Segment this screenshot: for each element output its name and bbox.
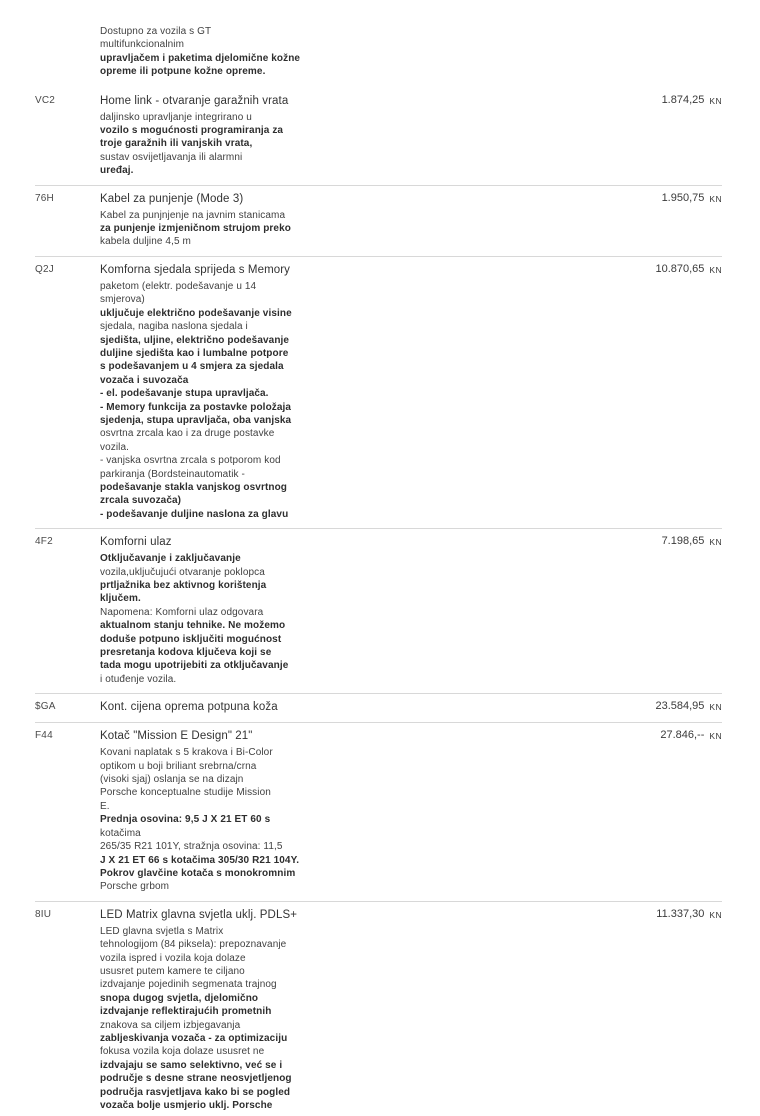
description-line: Kovani naplatak s 5 krakova i Bi-Color <box>100 747 273 759</box>
description-line: vozila ispred i vozila koja dolaze <box>100 952 246 964</box>
option-content <box>100 699 572 715</box>
description-line: J X 21 ET 66 s kotačima 305/30 R21 104Y. <box>100 854 300 866</box>
description-line: sjedišta, uljine, električno podešavanje <box>100 334 290 346</box>
option-code: 76H <box>35 192 54 204</box>
description-line: kabela duljine 4,5 m <box>100 236 191 248</box>
option-description <box>100 111 402 178</box>
description-line: izdvajaju se samo selektivno, već se i <box>100 1059 283 1071</box>
description-line: za punjenje izmjeničnom strujom preko <box>100 223 291 235</box>
option-content <box>100 534 572 686</box>
option-title: LED Matrix glavna svjetla uklj. PDLS+ <box>100 908 298 921</box>
option-description <box>100 209 402 249</box>
option-title: Home link - otvaranje garažnih vrata <box>100 94 289 107</box>
description-line: smjerova) <box>100 294 145 306</box>
options-list <box>35 88 722 1116</box>
description-line: paketom (elektr. podešavanje u 14 <box>100 280 257 292</box>
option-price <box>572 93 722 178</box>
description-line: sjedenja, stupa upravljača, oba vanjska <box>100 414 292 426</box>
description-line: kotačima <box>100 827 141 839</box>
option-code: VC2 <box>35 94 56 106</box>
option-row <box>35 693 722 722</box>
description-line: ususret putem kamere te ciljano <box>100 965 245 977</box>
option-content <box>100 93 572 178</box>
option-content <box>100 191 572 249</box>
option-price <box>572 907 722 1113</box>
description-line: - el. podešavanje stupa upravljača. <box>100 388 269 400</box>
description-line: parkiranja (Bordsteinautomatik - <box>100 468 245 480</box>
description-line: duljine sjedišta kao i lumbalne potpore <box>100 347 289 359</box>
description-line: Porsche grbom <box>100 881 170 893</box>
price-amount: 1.874,25 <box>661 93 705 106</box>
price-currency-label: KN <box>709 702 722 713</box>
option-row <box>35 185 722 256</box>
option-code: F44 <box>35 730 53 742</box>
description-line: zabljeskivanja vozača - za optimizaciju <box>100 1032 288 1044</box>
description-line: fokusa vozila koja dolaze ususret ne <box>100 1046 265 1058</box>
option-content <box>100 728 572 893</box>
description-line: vozača i suvozača <box>100 374 189 386</box>
price-currency-label: KN <box>709 264 722 275</box>
price-amount: 23.584,95 <box>655 700 705 713</box>
intro-line: multifunkcionalnim <box>100 39 185 51</box>
description-line: tada mogu upotrijebiti za otključavanje <box>100 660 289 672</box>
description-line: sustav osvijetljavanja ili alarmni <box>100 151 243 163</box>
description-line: vozila,uključujući otvaranje poklopca <box>100 566 265 578</box>
price-amount: 27.846,-- <box>660 729 705 742</box>
description-line: uređaj. <box>100 165 134 177</box>
option-title: Komforna sjedala sprijeda s Memory <box>100 263 291 276</box>
option-price <box>572 191 722 249</box>
price-amount: 10.870,65 <box>655 262 705 275</box>
description-line: - vanjska osvrtna zrcala s potporom kod <box>100 455 281 467</box>
option-row <box>35 528 722 693</box>
option-row <box>35 901 722 1116</box>
description-line: uključuje električno podešavanje visine <box>100 307 292 319</box>
description-line: podešavanje stakla vanjskog osvrtnog <box>100 481 287 493</box>
option-row <box>35 88 722 185</box>
option-code: 4F2 <box>35 536 53 548</box>
description-line: znakova sa ciljem izbjegavanja <box>100 1019 241 1031</box>
option-row <box>35 722 722 900</box>
option-row <box>35 256 722 528</box>
option-content <box>100 262 572 521</box>
intro-line: opreme ili potpune kožne opreme. <box>100 66 266 78</box>
description-line: snopa dugog svjetla, djelomično <box>100 992 259 1004</box>
price-currency-label: KN <box>709 95 722 106</box>
description-line: daljinsko upravljanje integrirano u <box>100 111 252 123</box>
description-line: Pokrov glavčine kotača s monokromnim <box>100 867 296 879</box>
description-line: izdvajanje pojedinih segmenata trajnog <box>100 979 277 991</box>
description-line: područja rasvjetljava kako bi se pogled <box>100 1086 291 1098</box>
option-title: Kotač "Mission E Design" 21" <box>100 730 253 743</box>
option-description <box>100 552 402 686</box>
description-line: doduše potpuno isključiti mogućnost <box>100 633 282 645</box>
price-amount: 1.950,75 <box>661 191 705 204</box>
option-price <box>572 728 722 893</box>
description-line: Prednja osovina: 9,5 J X 21 ET 60 s <box>100 814 271 826</box>
description-line: - podešavanje duljine naslona za glavu <box>100 508 289 520</box>
description-line: LED glavna svjetla s Matrix <box>100 925 224 937</box>
price-amount: 11.337,30 <box>656 907 705 920</box>
description-line: (visoki sjaj) oslanja se na dizajn <box>100 774 244 786</box>
option-title: Kabel za punjenje (Mode 3) <box>100 192 244 205</box>
option-title: Komforni ulaz <box>100 536 172 549</box>
description-line: aktualnom stanju tehnike. Ne možemo <box>100 620 286 632</box>
option-price <box>572 262 722 521</box>
option-description <box>100 746 402 893</box>
option-description <box>100 925 402 1113</box>
description-line: - Memory funkcija za postavke položaja <box>100 401 292 413</box>
description-line: s podešavanjem u 4 smjera za sjedala <box>100 361 284 373</box>
description-line: područje s desne strane neosvjetljenog <box>100 1073 292 1085</box>
option-content <box>100 907 572 1113</box>
option-price <box>572 534 722 686</box>
option-code: 8IU <box>35 908 52 920</box>
option-code: Q2J <box>35 263 54 275</box>
description-line: vozila. <box>100 441 130 453</box>
description-line: Napomena: Komforni ulaz odgovara <box>100 606 264 618</box>
description-line: i otuđenje vozila. <box>100 673 177 685</box>
description-line: vozača bolje usmjerio uklj. Porsche <box>100 1100 273 1111</box>
intro-line: upravljačem i paketima djelomične kožne <box>100 52 301 64</box>
price-amount: 7.198,65 <box>661 535 705 548</box>
option-title: Kont. cijena oprema potpuna koža <box>100 701 278 714</box>
description-line: Porsche konceptualne studije Mission <box>100 787 271 799</box>
description-line: E. <box>100 800 110 812</box>
description-line: presretanja kodova ključeva koji se <box>100 647 272 659</box>
description-line: sjedala, nagiba naslona sjedala i <box>100 321 248 333</box>
description-line: osvrtna zrcala kao i za druge postavke <box>100 428 275 440</box>
description-line: optikom u boji briliant srebrna/crna <box>100 760 257 772</box>
description-line: troje garažnih ili vanjskih vrata, <box>100 138 253 150</box>
description-line: tehnologijom (84 piksela): prepoznavanje <box>100 939 287 951</box>
option-price <box>572 699 722 715</box>
price-currency-label: KN <box>709 537 722 548</box>
price-currency-label: KN <box>709 731 722 742</box>
price-currency-label: KN <box>709 193 722 204</box>
description-line: ključem. <box>100 593 141 605</box>
intro-line: Dostupno za vozila s GT <box>100 26 212 37</box>
intro-continuation-text <box>100 25 402 79</box>
description-line: 265/35 R21 101Y, stražnja osovina: 11,5 <box>100 841 283 853</box>
price-currency-label: KN <box>709 909 722 920</box>
description-line: Kabel za punjnjenje na javnim stanicama <box>100 209 286 221</box>
description-line: vozilo s mogućnosti programiranja za <box>100 125 284 137</box>
option-description <box>100 280 402 521</box>
description-line: izdvajanje reflektirajućih prometnih <box>100 1006 272 1018</box>
description-line: prtljažnika bez aktivnog korištenja <box>100 580 267 591</box>
description-line: zrcala suvozača) <box>100 495 182 507</box>
description-line: Otključavanje i zaključavanje <box>100 553 241 565</box>
option-code: $GA <box>35 701 56 713</box>
